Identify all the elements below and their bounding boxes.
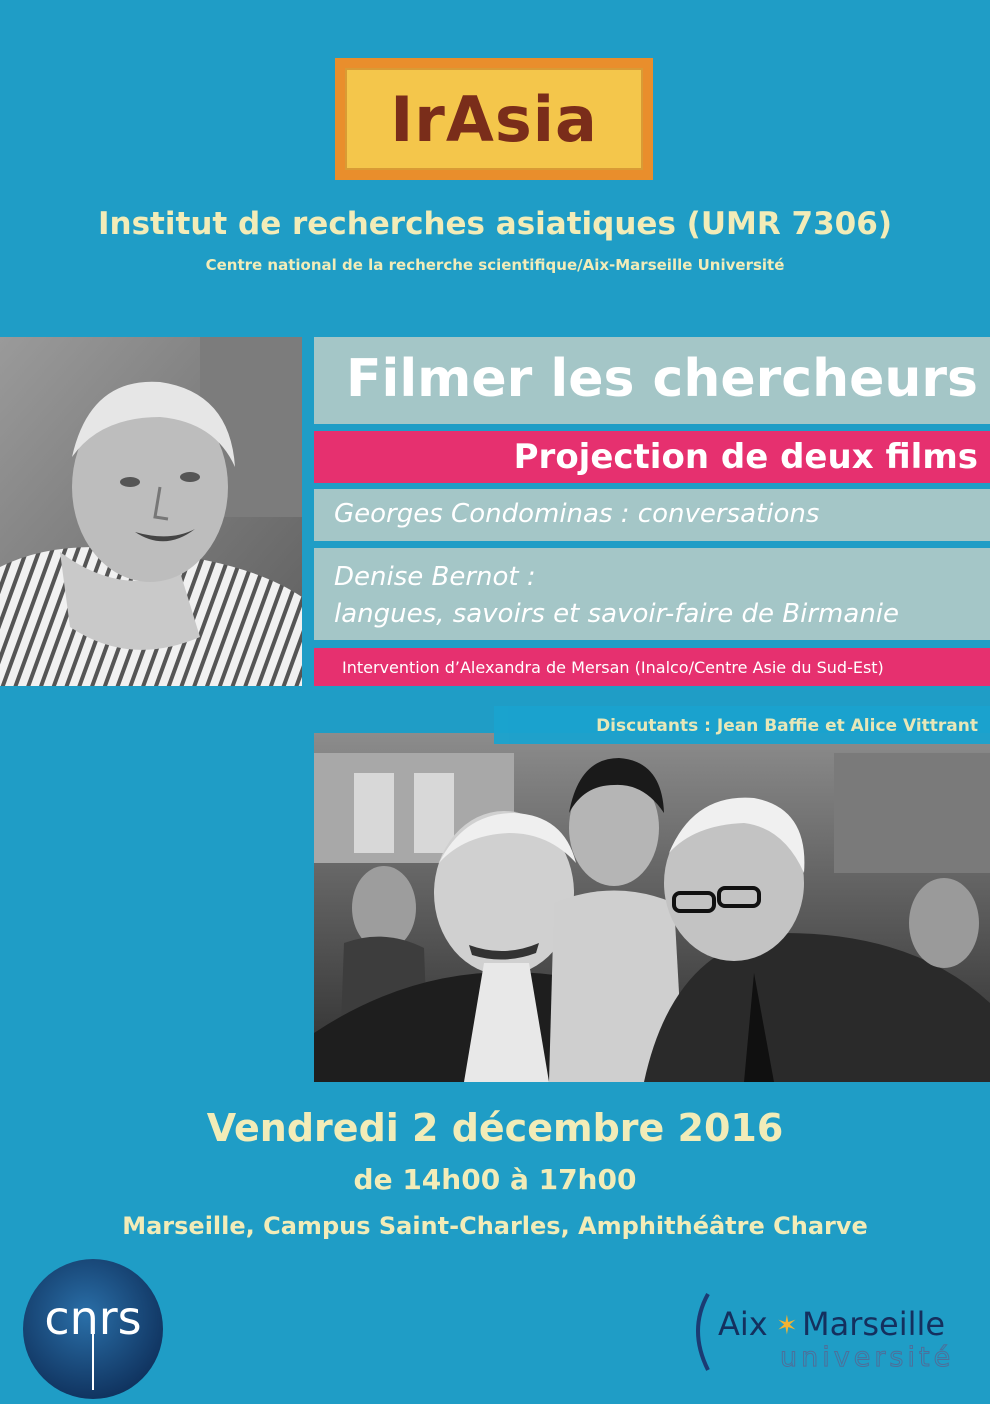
- film2-title-line2: langues, savoirs et savoir-faire de Birmanie: [334, 599, 900, 629]
- group-photo-art: [314, 733, 990, 1082]
- event-date: Vendredi 2 décembre 2016: [206, 1106, 784, 1150]
- amu-word-aix: Aix: [718, 1305, 768, 1343]
- film1-band: [314, 489, 990, 541]
- film2-title-line1: Denise Bernot :: [334, 562, 536, 592]
- discutants-band: [494, 706, 990, 744]
- intervention-text: Intervention d’Alexandra de Mersan (Inalco/Centre Asie du Sud-Est): [342, 658, 884, 677]
- institute-subtitle: Centre national de la recherche scientifique/Aix-Marseille Université: [205, 256, 785, 274]
- amu-star-icon: ✶: [776, 1311, 798, 1341]
- irasia-logo: [335, 58, 653, 180]
- institute-title: Institut de recherches asiatiques (UMR 7306): [98, 206, 892, 242]
- portrait-photo: [0, 337, 302, 686]
- aix-marseille-logo-art: [692, 1292, 982, 1372]
- group-photo: [314, 733, 990, 1082]
- event-place: Marseille, Campus Saint-Charles, Amphithéâtre Charve: [122, 1212, 868, 1240]
- projection-subtitle: Projection de deux films: [513, 437, 978, 477]
- event-time: de 14h00 à 17h00: [353, 1163, 637, 1196]
- amu-word-universite: université: [780, 1342, 955, 1372]
- cnrs-logo-text: cnrs: [44, 1291, 142, 1345]
- irasia-logo-inner: [345, 68, 643, 170]
- event-title-band: [314, 337, 990, 424]
- film1-title: Georges Condominas : conversations: [334, 499, 820, 529]
- irasia-logo-text: IrAsia: [390, 82, 598, 156]
- discutants-text: Discutants : Jean Baffie et Alice Vittrant: [596, 716, 978, 736]
- cnrs-logo: [22, 1258, 164, 1400]
- aix-marseille-logo: [692, 1292, 982, 1372]
- cnrs-logo-art: [22, 1258, 164, 1400]
- projection-band: [314, 431, 990, 483]
- portrait-photo-art: [0, 337, 302, 686]
- event-title: Filmer les chercheurs: [346, 349, 978, 409]
- amu-word-marseille: Marseille: [802, 1305, 946, 1343]
- intervention-band: [314, 648, 990, 686]
- film2-band: [314, 548, 990, 640]
